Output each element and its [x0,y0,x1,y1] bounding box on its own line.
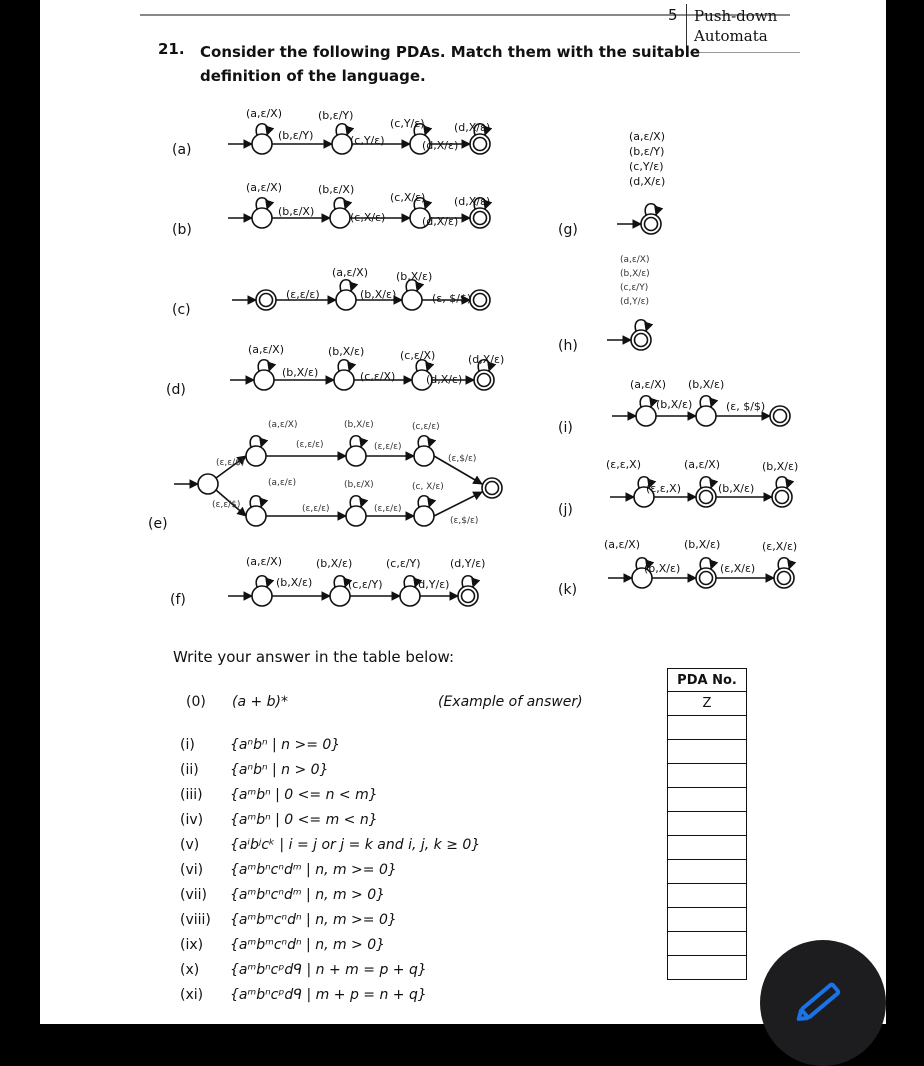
pda_i-edge-label-0: (b,X/ε) [656,398,693,411]
language-row-definition: {aⁱbʲcᵏ | i = j or j = k and i, j, k ≥ 0} [230,837,481,853]
language-row-definition: {aᵐbⁿ | 0 <= n < m} [230,787,378,803]
pda_e-bottom-state-0 [246,506,266,526]
language-row-number: (viii) [180,912,211,928]
language-row-number: (v) [180,837,200,853]
pda_c-state-1 [336,290,356,310]
pda_f-edge-label-1: (c,ε/Y) [348,578,383,591]
pda-label-a: (a) [172,142,192,158]
example-language: (a + b)* [232,694,289,710]
pda_e-bottom-loop-label-1: (b,ε/X) [344,480,374,490]
pda_e-top-loop-label-0: (a,ε/X) [268,420,298,430]
answer-cell[interactable] [668,956,747,980]
document-page [40,0,886,1024]
pda-label-c: (c) [172,302,191,318]
pda_b-loop-label-1: (b,ε/X) [318,183,355,196]
pda_d-loop-label-2: (c,ε/X) [400,349,436,362]
language-row-number: (ix) [180,937,204,953]
language-row-definition: {aᵐbⁿ | 0 <= m < n} [230,812,378,828]
language-row-definition: {aⁿbⁿ | n >= 0} [230,737,341,753]
language-row-definition: {aᵐbᵐcⁿdⁿ | n, m > 0} [230,937,386,953]
pda_c-edge-label-0: (ε,ε/ε) [286,288,320,301]
pda_b-loop-label-3: (d,X/ε) [454,195,491,208]
pda_a-loop-label-0: (a,ε/X) [246,107,283,120]
pda_c-loop-label-1: (b,X/ε) [396,270,433,283]
answer-cell[interactable] [668,908,747,932]
language-row-number: (vii) [180,887,207,903]
pda_k-loop-label-0: (a,ε/X) [604,538,641,551]
language-row-number: (ii) [180,762,199,778]
answer-cell[interactable] [668,860,747,884]
pda-label-e: (e) [148,516,168,532]
question-text: Consider the following PDAs. Match them with the suitable definition of the language. [200,43,701,85]
pda-label-b: (b) [172,222,192,238]
pda_d-edge-label-1: (c,ε/X) [360,370,396,383]
pda_b-loop-label-0: (a,ε/X) [246,181,283,194]
pda_k-loop-label-1: (b,X/ε) [684,538,721,551]
pda_e-top-edge-label-0: (ε,ε/ε) [296,440,324,450]
pda_i-state-1 [696,406,716,426]
pda-label-i: (i) [558,420,573,436]
pda_j-edge-label-1: (b,X/ε) [718,482,755,495]
pda-label-j: (j) [558,502,573,518]
language-row-number: (iv) [180,812,204,828]
pda_b-state-0 [252,208,272,228]
pda_b-state-1 [330,208,350,228]
answer-cell[interactable] [668,932,747,956]
pda_e-top-edge-label-2: (ε,$/ε) [448,454,477,464]
pda_e-bottom-loop-label-2: (c, X/ε) [412,482,444,492]
pda_k-edge-label-0: (b,X/ε) [644,562,681,575]
pda_e-bottom-state-2 [414,506,434,526]
pda_g-loop-label-0: (a,ε/X) [629,130,666,143]
answer-cell[interactable] [668,764,747,788]
pda_j-loop-label-0: (ε,ε,X) [606,458,642,471]
answer-cell[interactable] [668,812,747,836]
answer-cell[interactable] [668,740,747,764]
answer-prompt: Write your answer in the table below: [173,648,454,666]
pda_f-loop-label-2: (c,ε/Y) [386,557,421,570]
pda_e-top-state-0 [246,446,266,466]
chapter-title-line2: Automata [694,27,768,45]
pda_d-loop-label-3: (d,X/ε) [468,353,505,366]
pda_e-start-label-bottom: (ε,ε/$) [212,500,241,510]
question-number: 21. [158,40,185,58]
pda_g-loop-label-3: (d,X/ε) [629,175,666,188]
example-number: (0) [186,694,206,710]
pda_e-top-loop-label-1: (b,X/ε) [344,420,374,430]
answer-cell-example: Z [668,692,747,716]
pda-label-f: (f) [170,592,186,608]
example-note: (Example of answer) [438,694,583,710]
pda_d-state-0 [254,370,274,390]
pda_c-state-2 [402,290,422,310]
pda_d-state-1 [334,370,354,390]
answer-cell[interactable] [668,836,747,860]
pda_d-edge-label-2: (d,X/ε) [426,373,463,386]
language-row-number: (iii) [180,787,203,803]
pda_e-top-state-1 [346,446,366,466]
language-row-definition: {aᵐbⁿcᵖdᑫ | n + m = p + q} [230,962,427,978]
pda_i-state-0 [636,406,656,426]
language-row-definition: {aᵐbⁿcᵖdᑫ | m + p = n + q} [230,987,427,1003]
pda_h-loop-label-0: (a,ε/X) [620,255,650,265]
pencil-icon[interactable] [792,978,852,1022]
language-row-number: (vi) [180,862,204,878]
answer-cell[interactable] [668,788,747,812]
pda_e-top-edge-label-1: (ε,ε/ε) [374,442,402,452]
pda_h-loop-label-1: (b,X/ε) [620,269,650,279]
pda_c-edge-label-2: (ε, $/$) [432,292,472,305]
pda_a-edge-label-2: (d,X/ε) [422,139,459,152]
language-row-definition: {aⁿbⁿ | n > 0} [230,762,329,778]
pda_j-loop-label-1: (a,ε/X) [684,458,721,471]
language-row-definition: {aᵐbⁿcⁿdᵐ | n, m >= 0} [230,862,397,878]
pda-label-h: (h) [558,338,578,354]
pda_a-loop-label-3: (d,X/ε) [454,121,491,134]
pda_f-edge-label-0: (b,X/ε) [276,576,313,589]
language-row-number: (xi) [180,987,204,1003]
pda_b-edge-label-1: (c,X/ε) [350,211,386,224]
pda_k-loop-label-2: (ε,X/ε) [762,540,798,553]
pda_a-loop-label-1: (b,ε/Y) [318,109,354,122]
pda_e-bottom-edge-label-2: (ε,$/ε) [450,516,479,526]
pda_e-top-state-2 [414,446,434,466]
pda_a-loop-label-2: (c,Y/ε) [390,117,425,130]
pda_e-bottom-edge-label-1: (ε,ε/ε) [374,504,402,514]
pda_e-bottom-final-edge [434,492,482,516]
pda_i-edge-label-1: (ε, $/$) [726,400,766,413]
pda_e-bottom-loop-label-0: (a,ε/ε) [268,478,297,488]
pda_a-state-0 [252,134,272,154]
pda_a-edge-label-0: (b,ε/Y) [278,129,314,142]
language-row-number: (x) [180,962,200,978]
pda-label-g: (g) [558,222,578,238]
language-row-definition: {aᵐbⁿcⁿdᵐ | n, m > 0} [230,887,386,903]
pda_j-loop-label-2: (b,X/ε) [762,460,799,473]
pda_d-loop-label-1: (b,X/ε) [328,345,365,358]
pda_f-state-1 [330,586,350,606]
pda_c-edge-label-1: (b,X/ε) [360,288,397,301]
pda_e-top-loop-label-2: (c,ε/ε) [412,422,440,432]
answer-table-header: PDA No. [668,669,747,692]
pda_a-edge-label-1: (c,Y/ε) [350,134,385,147]
pda-label-k: (k) [558,582,578,598]
pda_b-loop-label-2: (c,X/ε) [390,191,426,204]
pda_h-loop-label-2: (c,ε/Y) [620,283,649,293]
pda-label-d: (d) [166,382,186,398]
pda_f-state-0 [252,586,272,606]
page-number: 5 [668,6,678,24]
chapter-title-line1: Push-down [694,7,778,25]
pda_b-edge-label-2: (d,X/ε) [422,215,459,228]
pda_d-loop-label-0: (a,ε/X) [248,343,285,356]
pda_c-loop-label-0: (a,ε/X) [332,266,369,279]
pda_e-state-start [198,474,218,494]
pda_k-edge-label-1: (ε,X/ε) [720,562,756,575]
language-row-definition: {aᵐbᵐcⁿdⁿ | n, m >= 0} [230,912,397,928]
pda_j-edge-label-0: (ε,ε,X) [646,482,682,495]
pda_g-loop-label-1: (b,ε/Y) [629,145,665,158]
pda_f-loop-label-1: (b,X/ε) [316,557,353,570]
answer-cell[interactable] [668,884,747,908]
answer-cell[interactable] [668,716,747,740]
pda_g-loop-label-2: (c,Y/ε) [629,160,664,173]
pda_e-bottom-edge-label-0: (ε,ε/ε) [302,504,330,514]
pda_d-edge-label-0: (b,X/ε) [282,366,319,379]
pda_f-loop-label-3: (d,Y/ε) [450,557,486,570]
pda_f-loop-label-0: (a,ε/X) [246,555,283,568]
pda_i-loop-label-0: (a,ε/X) [630,378,667,391]
pda_i-loop-label-1: (b,X/ε) [688,378,725,391]
pda_f-edge-label-2: (d,Y/ε) [414,578,450,591]
pda_e-start-label-top: (ε,ε/$) [216,458,245,468]
pda-diagrams [40,0,886,640]
language-row-number: (i) [180,737,195,753]
pda_h-loop-label-3: (d,Y/ε) [620,297,649,307]
pda_b-edge-label-0: (b,ε/X) [278,205,315,218]
pda_a-state-1 [332,134,352,154]
answer-table [667,668,747,980]
pda_e-bottom-state-1 [346,506,366,526]
